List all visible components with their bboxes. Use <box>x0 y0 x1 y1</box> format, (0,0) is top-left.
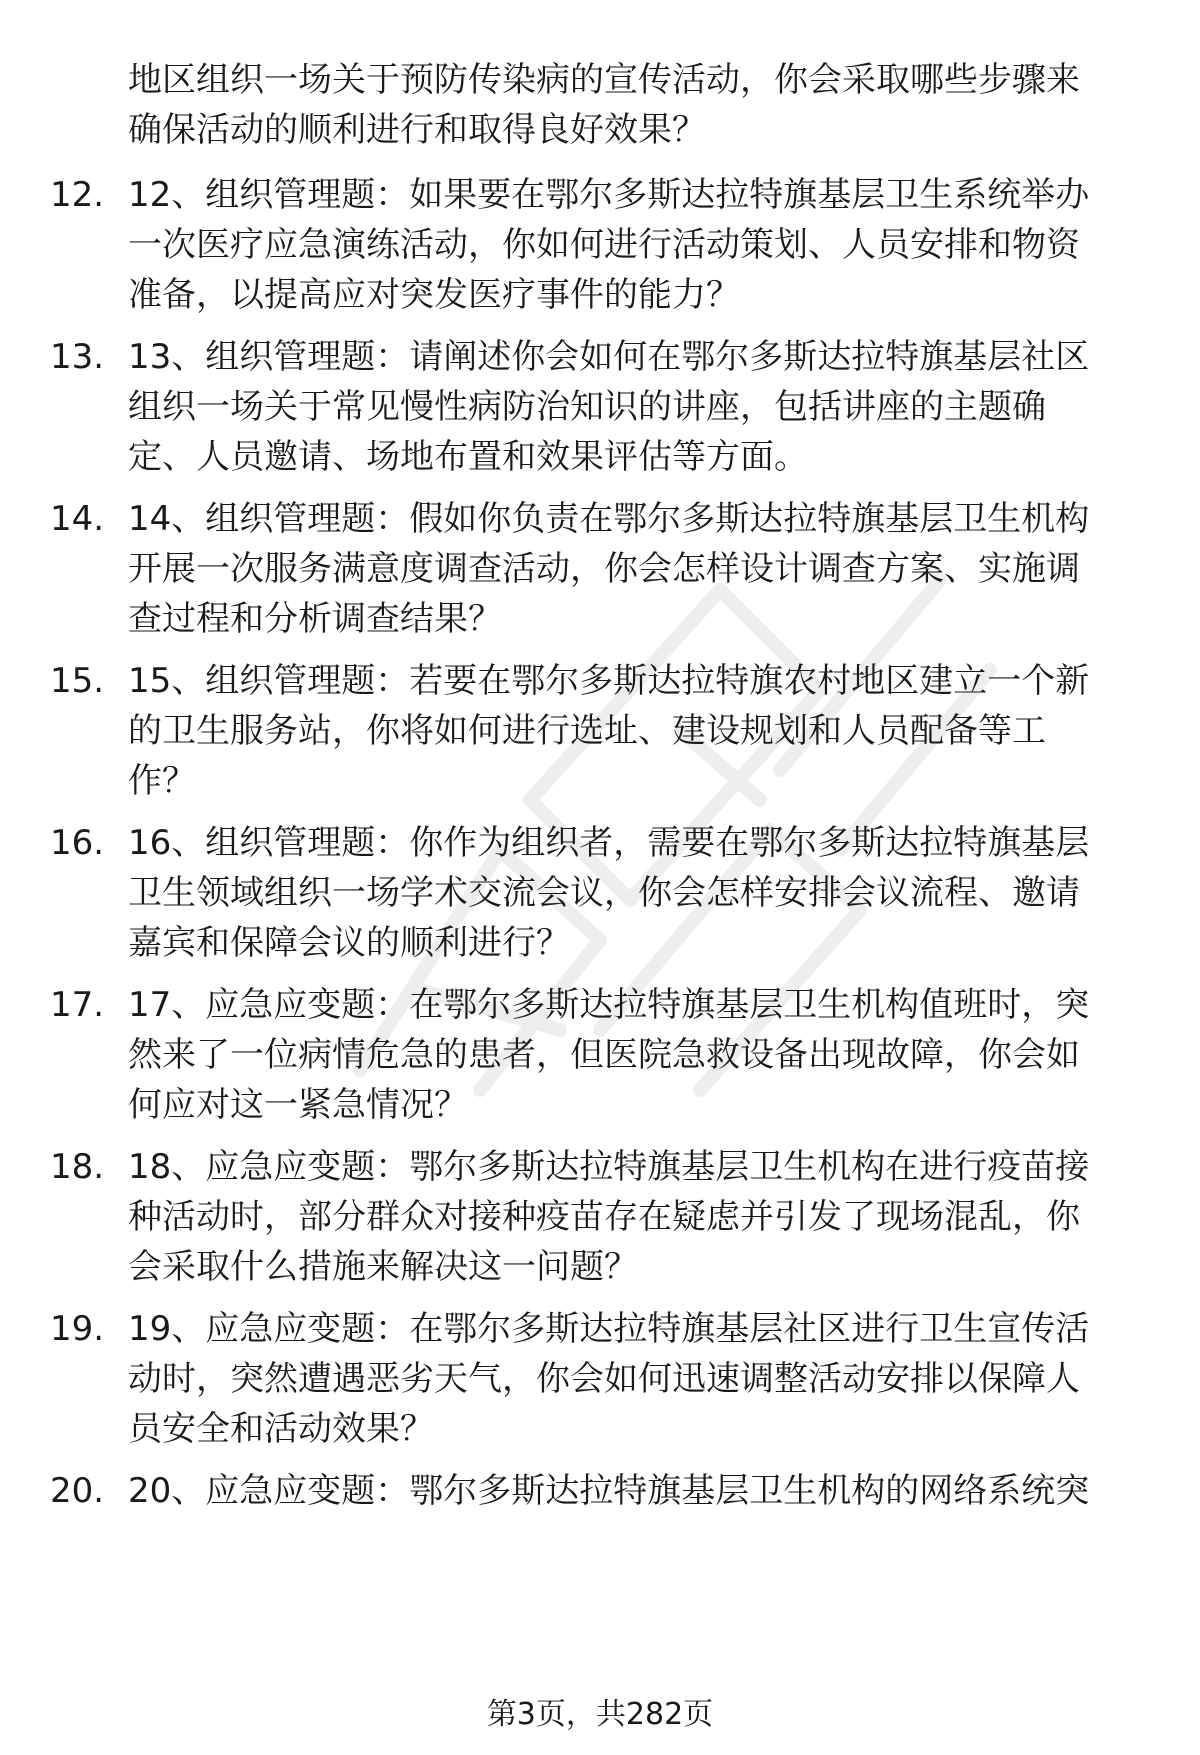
text-line: 定、人员邀请、场地布置和效果评估等方面。 <box>128 437 808 477</box>
list-number: 12. <box>50 175 105 215</box>
list-number: 18. <box>50 1147 105 1187</box>
text-line: 准备，以提高应对突发医疗事件的能力？ <box>128 275 740 315</box>
text-line: 17、应急应变题：在鄂尔多斯达拉特旗基层卫生机构值班时，突 <box>128 985 1090 1025</box>
text-line: 12、组织管理题：如果要在鄂尔多斯达拉特旗基层卫生系统举办 <box>128 175 1090 215</box>
continuation-paragraph <box>128 55 1148 155</box>
text-line: 会采取什么措施来解决这一问题？ <box>128 1247 638 1287</box>
text-line: 嘉宾和保障会议的顺利进行？ <box>128 923 570 963</box>
text-line: 动时，突然遭遇恶劣天气，你会如何迅速调整活动安排以保障人 <box>128 1359 1080 1399</box>
list-number: 16. <box>50 823 105 863</box>
text-line: 的卫生服务站，你将如何进行选址、建设规划和人员配备等工 <box>128 711 1046 751</box>
text-line: 一次医疗应急演练活动，你如何进行活动策划、人员安排和物资 <box>128 225 1080 265</box>
text-line: 地区组织一场关于预防传染病的宣传活动，你会采取哪些步骤来 <box>128 60 1080 100</box>
list-number: 13. <box>50 337 105 377</box>
text-line: 种活动时，部分群众对接种疫苗存在疑虑并引发了现场混乱，你 <box>128 1197 1080 1237</box>
list-number: 20. <box>50 1471 105 1511</box>
text-line: 20、应急应变题：鄂尔多斯达拉特旗基层卫生机构的网络系统突 <box>128 1471 1090 1511</box>
text-line: 18、应急应变题：鄂尔多斯达拉特旗基层卫生机构在进行疫苗接 <box>128 1147 1090 1187</box>
list-number: 14. <box>50 499 105 539</box>
question-text <box>128 170 1148 320</box>
text-line: 何应对这一紧急情况？ <box>128 1085 468 1125</box>
page-number-footer: 第3页，共282页 <box>486 1697 714 1732</box>
text-line: 组织一场关于常见慢性病防治知识的讲座，包括讲座的主题确 <box>128 387 1046 427</box>
text-line: 确保活动的顺利进行和取得良好效果？ <box>128 110 706 150</box>
text-line: 查过程和分析调查结果？ <box>128 599 502 639</box>
text-line: 19、应急应变题：在鄂尔多斯达拉特旗基层社区进行卫生宣传活 <box>128 1309 1090 1349</box>
text-line: 然来了一位病情危急的患者，但医院急救设备出现故障，你会如 <box>128 1035 1080 1075</box>
question-text <box>128 818 1148 968</box>
text-line: 作？ <box>128 761 196 801</box>
list-number: 17. <box>50 985 105 1025</box>
text-line: 卫生领域组织一场学术交流会议，你会怎样安排会议流程、邀请 <box>128 873 1080 913</box>
text-line: 13、组织管理题：请阐述你会如何在鄂尔多斯达拉特旗基层社区 <box>128 337 1090 377</box>
question-text <box>128 656 1148 806</box>
question-text <box>128 494 1148 644</box>
text-line: 14、组织管理题：假如你负责在鄂尔多斯达拉特旗基层卫生机构 <box>128 499 1090 539</box>
text-line: 15、组织管理题：若要在鄂尔多斯达拉特旗农村地区建立一个新 <box>128 661 1090 701</box>
question-text <box>128 980 1148 1130</box>
question-text <box>128 1466 1148 1516</box>
list-number: 19. <box>50 1309 105 1349</box>
text-line: 员安全和活动效果？ <box>128 1409 434 1449</box>
question-text <box>128 1142 1148 1292</box>
text-line: 16、组织管理题：你作为组织者，需要在鄂尔多斯达拉特旗基层 <box>128 823 1090 863</box>
text-line: 开展一次服务满意度调查活动，你会怎样设计调查方案、实施调 <box>128 549 1080 589</box>
question-text <box>128 332 1148 482</box>
question-text <box>128 1304 1148 1454</box>
list-number: 15. <box>50 661 105 701</box>
